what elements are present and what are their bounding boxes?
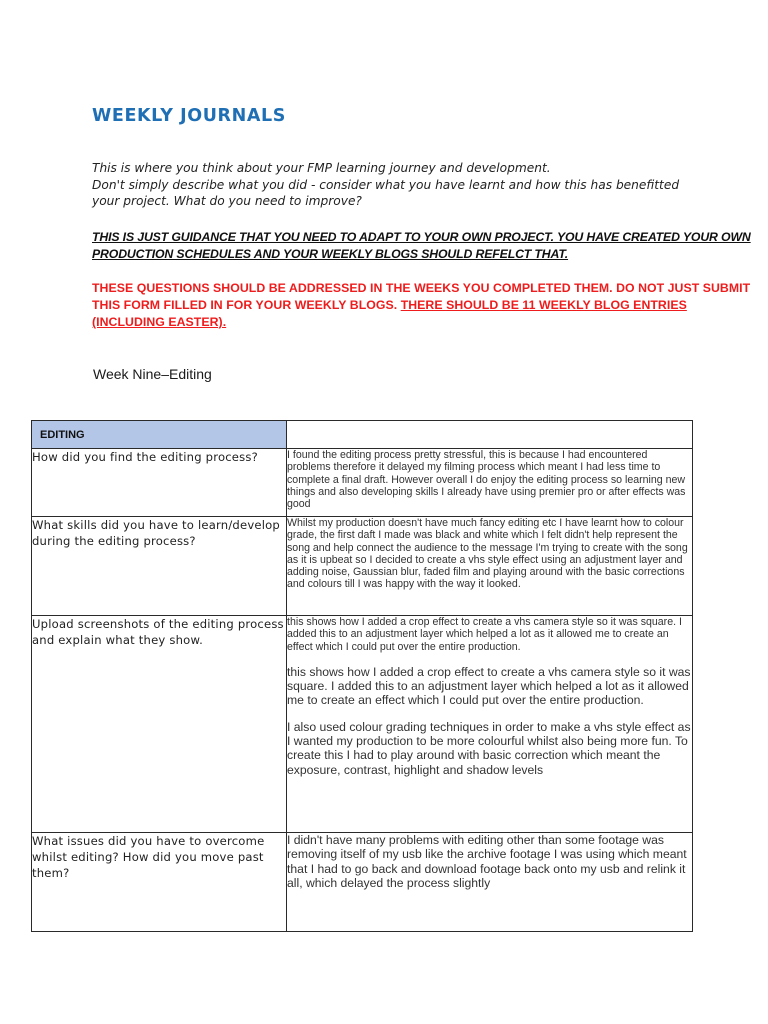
warning-underlined-text: THERE SHOULD BE 11 WEEKLY BLOG ENTRIES (INCLUDING EASTER). <box>92 298 687 329</box>
question-cell: Upload screenshots of the editing process and explain what they show. <box>32 616 287 833</box>
guidance-notice: THIS IS JUST GUIDANCE THAT YOU NEED TO ADAPT TO YOUR OWN PROJECT. YOU HAVE CREATED YOUR OWN PRODUCTION SCHEDULES AND YOUR WEEKLY BLOGS SHOULD REFELCT THAT. <box>92 230 751 261</box>
journal-table <box>31 420 693 932</box>
intro-line: Don't simply describe what you did - consider what you have learnt and how this has benefitted <box>92 177 680 192</box>
intro-line: your project. What do you need to improve? <box>92 194 362 208</box>
table-row <box>32 517 693 616</box>
paragraph-spacer <box>287 708 692 720</box>
question-cell: What issues did you have to overcome whilst editing? How did you move past them? <box>32 833 287 932</box>
warning-notice <box>92 280 762 331</box>
answer-paragraph: this shows how I added a crop effect to create a vhs camera style so it was square. I added this to an adjustment layer which helped a lot as it allowed me to create an effect which I could put over the entire production. <box>287 664 691 708</box>
question-cell: What skills did you have to learn/develop during the editing process? <box>32 517 287 616</box>
answer-cell[interactable]: Whilst my production doesn't have much fancy editing etc I have learnt how to colour grade, the first daft I made was black and white which I felt didn't help represent the song and help connect the audience to the message I'm trying to create with the song as it is upbeat so I decided to create a vhs style effect using an adjustment layer and adding noise, Gaussian blur, faded film and playing around with the basic corrections and colours till I was happy with the way it looked. <box>287 517 693 616</box>
section-header-empty-cell <box>287 421 693 449</box>
intro-line: This is where you think about your FMP learning journey and development. <box>92 161 551 175</box>
week-label: Week Nine–Editing <box>93 366 212 382</box>
table-row <box>32 449 693 517</box>
intro-text <box>92 160 732 210</box>
page-title: WEEKLY JOURNALS <box>92 106 286 126</box>
section-header-label: EDITING <box>40 429 85 441</box>
answer-paragraph: I also used colour grading techniques in order to make a vhs style effect as I wanted my production to be more colourful whilst also being more fun. To create this I had to play around with basic correction which meant the exposure, contrast, highlight and shadow levels <box>287 719 691 777</box>
table-row <box>32 833 693 932</box>
question-cell: How did you find the editing process? <box>32 449 287 517</box>
answer-cell[interactable]: I didn't have many problems with editing other than some footage was removing itself of my usb like the archive footage I was using which meant that I had to go back and download footage back onto my usb and relink it all, which delayed the process slightly <box>287 833 693 932</box>
table-row <box>32 616 693 833</box>
answer-cell[interactable]: I found the editing process pretty stressful, this is because I had encountered problems therefore it delayed my filming process which meant I had less time to complete a final draft. However overall I do enjoy the editing process so learning new things and also developing skills I already have using premier pro or after effects was good <box>287 449 693 517</box>
table-header-row <box>32 421 693 449</box>
answer-paragraph: this shows how I added a crop effect to create a vhs camera style so it was square. I added this to an adjustment layer which helped a lot as it allowed me to create an effect which I could put over the entire production. <box>287 616 682 653</box>
answer-cell[interactable] <box>287 616 693 833</box>
screenshot-placeholder <box>287 653 692 665</box>
section-header-cell <box>32 421 287 449</box>
warning-text: THESE QUESTIONS SHOULD BE ADDRESSED IN THE WEEKS YOU COMPLETED THEM. DO NOT JUST SUBMIT THIS FORM FILLED IN FOR YOUR WEEKLY BLOGS. <box>92 281 751 312</box>
